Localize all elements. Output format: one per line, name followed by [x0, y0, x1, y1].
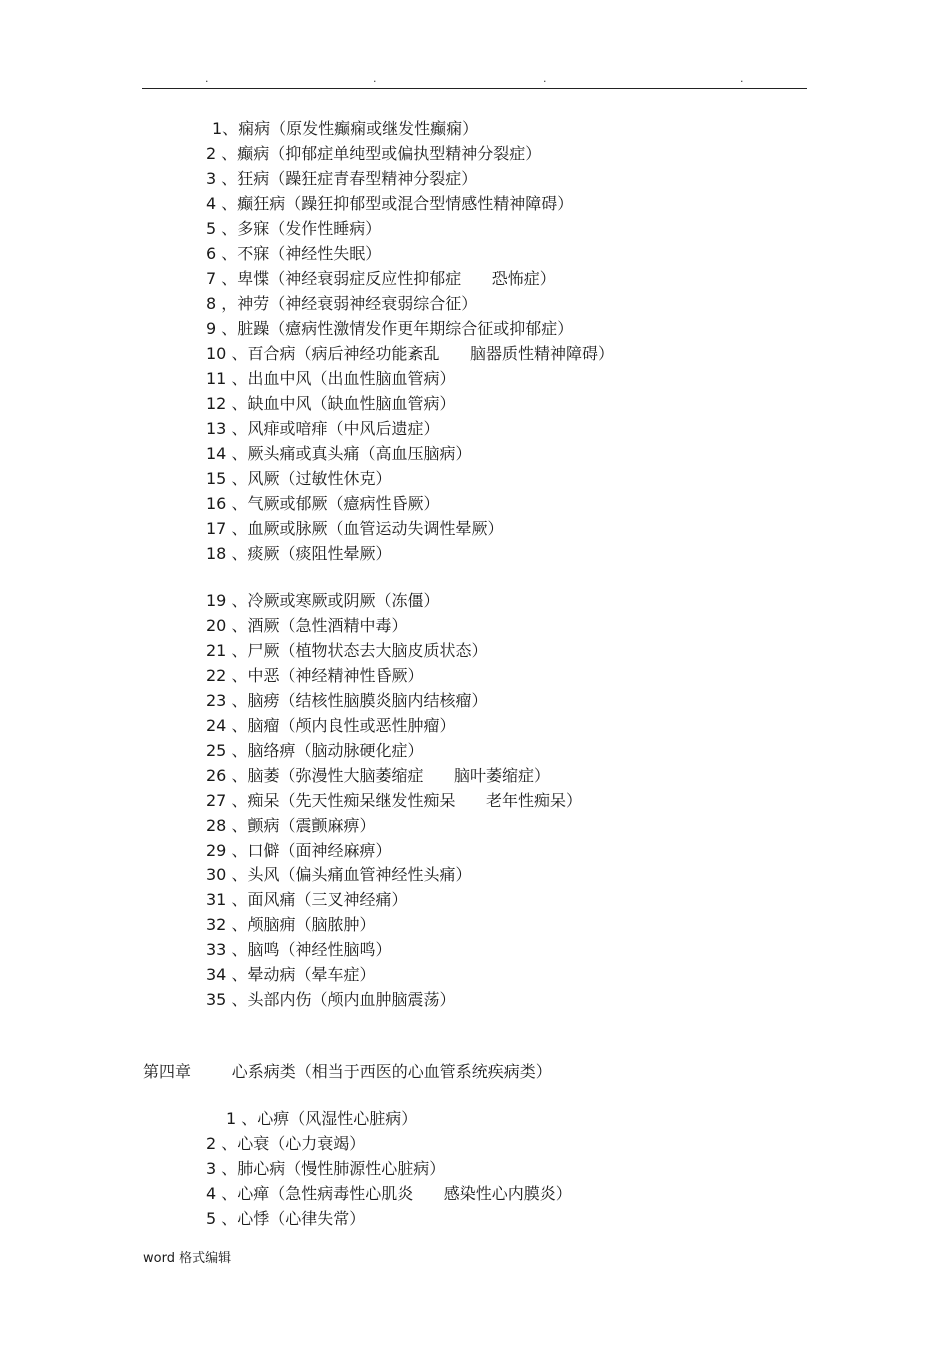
list-item: 1、痫病（原发性癫痫或继发性癫痫）	[212, 119, 479, 138]
list-item: 28 、颤病（震颤麻痹）	[206, 816, 376, 835]
list-item: 32 、颅脑痈（脑脓肿）	[206, 915, 376, 934]
list-item: 25 、脑络痹（脑动脉硬化症）	[206, 741, 424, 760]
list-item: 20 、酒厥（急性酒精中毒）	[206, 616, 408, 635]
list-item: 29 、口僻（面神经麻痹）	[206, 841, 392, 860]
list-item: 10 、百合病（病后神经功能紊乱 脑器质性精神障碍）	[206, 344, 614, 363]
list-item: 3 、狂病（躁狂症青春型精神分裂症）	[206, 169, 478, 188]
list-item: 9 、脏躁（癔病性激情发作更年期综合征或抑郁症）	[206, 319, 574, 338]
list-item: 15 、风厥（过敏性休克）	[206, 469, 392, 488]
list-item: 21 、尸厥（植物状态去大脑皮质状态）	[206, 641, 488, 660]
list-item: 35 、头部内伤（颅内血肿脑震荡）	[206, 990, 456, 1009]
list-item: 12 、缺血中风（缺血性脑血管病）	[206, 394, 456, 413]
header-rule	[142, 88, 807, 89]
list-item: 22 、中恶（神经精神性昏厥）	[206, 666, 424, 685]
list-item: 14 、厥头痛或真头痛（高血压脑病）	[206, 444, 472, 463]
header-dot: .	[740, 72, 744, 85]
list-item: 26 、脑萎（弥漫性大脑萎缩症 脑叶萎缩症）	[206, 766, 550, 785]
list-item: 16 、气厥或郁厥（癔病性昏厥）	[206, 494, 440, 513]
list-item: 8 ，神劳（神经衰弱神经衰弱综合征）	[206, 294, 478, 313]
list-item: 7 、卑惵（神经衰弱症反应性抑郁症 恐怖症）	[206, 269, 556, 288]
list-item: 19 、冷厥或寒厥或阴厥（冻僵）	[206, 591, 440, 610]
list-item: 2 、癫病（抑郁症单纯型或偏执型精神分裂症）	[206, 144, 542, 163]
list-item: 6 、不寐（神经性失眠）	[206, 244, 382, 263]
chapter-heading: 第四章 心系病类（相当于西医的心血管系统疾病类）	[143, 1062, 552, 1081]
list-item: 13 、风痱或喑痱（中风后遗症）	[206, 419, 440, 438]
list-item: 27 、痴呆（先天性痴呆继发性痴呆 老年性痴呆）	[206, 791, 582, 810]
list-item: 3 、肺心病（慢性肺源性心脏病）	[206, 1159, 446, 1178]
header-dots	[0, 72, 950, 86]
header-dot: .	[373, 72, 377, 85]
list-item: 33 、脑鸣（神经性脑鸣）	[206, 940, 392, 959]
list-item: 4 、癫狂病（躁狂抑郁型或混合型情感性精神障碍）	[206, 194, 574, 213]
list-item: 30 、头风（偏头痛血管神经性头痛）	[206, 865, 472, 884]
list-item: 2 、心衰（心力衰竭）	[206, 1134, 366, 1153]
list-item: 17 、血厥或脉厥（血管运动失调性晕厥）	[206, 519, 504, 538]
list-item: 4 、心瘅（急性病毒性心肌炎 感染性心内膜炎）	[206, 1184, 572, 1203]
header-dot: .	[205, 72, 209, 85]
list-item: 34 、晕动病（晕车症）	[206, 965, 376, 984]
list-item: 31 、面风痛（三叉神经痛）	[206, 890, 408, 909]
list-item: 5 、心悸（心律失常）	[206, 1209, 366, 1228]
list-item: 23 、脑痨（结核性脑膜炎脑内结核瘤）	[206, 691, 488, 710]
list-item: 11 、出血中风（出血性脑血管病）	[206, 369, 456, 388]
list-item: 5 、多寐（发作性睡病）	[206, 219, 382, 238]
list-item: 18 、痰厥（痰阻性晕厥）	[206, 544, 392, 563]
page-footer: word 格式编辑	[143, 1251, 232, 1266]
list-item: 24 、脑瘤（颅内良性或恶性肿瘤）	[206, 716, 456, 735]
list-item: 1 、心痹（风湿性心脏病）	[226, 1109, 418, 1128]
header-dot: .	[543, 72, 547, 85]
